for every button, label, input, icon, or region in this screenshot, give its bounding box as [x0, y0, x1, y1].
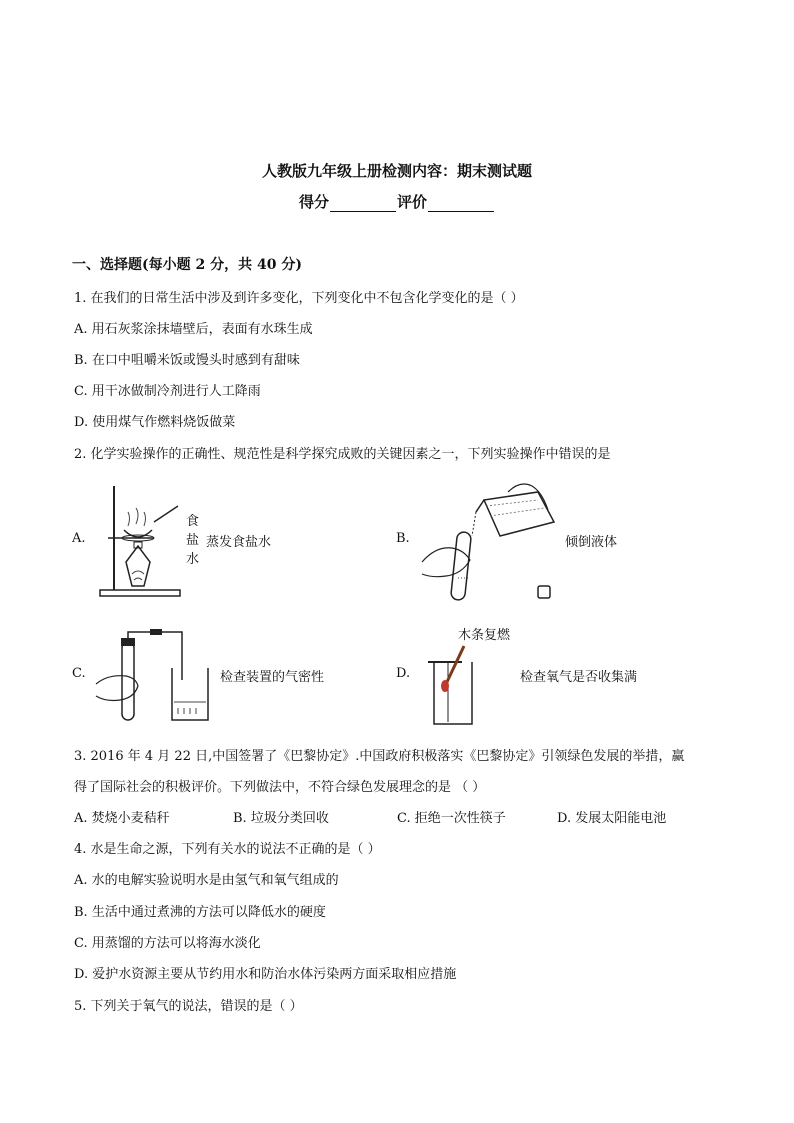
- page-title: 人教版九年级上册检测内容：期末测试题: [261, 162, 532, 180]
- q4-option-a: A. 水的电解实验说明水是由氢气和氧气组成的: [74, 873, 339, 888]
- salt-water-vertical-label: 食 盐 水: [186, 514, 200, 567]
- score-label: 得分: [298, 193, 329, 211]
- q5-stem: 5. 下列关于氧气的说法，错误的是（ ）: [74, 999, 303, 1014]
- q1-option-a: A. 用石灰浆涂抹墙壁后，表面有水珠生成: [74, 322, 313, 337]
- eval-label: 评价: [397, 193, 428, 211]
- q3-stem-line2: 得了国际社会的积极评价。下列做法中，不符合绿色发展理念的是 （ ）: [74, 780, 486, 795]
- oxygen-check-figure: [426, 642, 476, 726]
- score-blank: [330, 197, 396, 212]
- q3-stem-line1: 3. 2016 年 4 月 22 日,中国签署了《巴黎协定》.中国政府积极落实《巴黎协定》引领绿色发展的举措，赢: [74, 749, 685, 764]
- q4-stem: 4. 水是生命之源，下列有关水的说法不正确的是（ ）: [74, 842, 381, 857]
- section-title: 一、选择题(每小题 2 分，共 40 分): [72, 257, 302, 273]
- eval-blank: [428, 197, 494, 212]
- q2-stem: 2. 化学实验操作的正确性、规范性是科学探究成败的关键因素之一，下列实验操作中错误的是: [74, 447, 611, 462]
- score-line: [0, 191, 794, 212]
- pouring-liquid-figure: [420, 478, 560, 606]
- q3-option-b: B. 垃圾分类回收: [233, 811, 329, 826]
- q4-option-b: B. 生活中通过煮沸的方法可以降低水的硬度: [74, 905, 326, 920]
- q3-option-a: A. 焚烧小麦秸秆: [74, 811, 170, 826]
- q1-stem: 1. 在我们的日常生活中涉及到许多变化，下列变化中不包含化学变化的是（ ）: [74, 291, 524, 306]
- q2-d-letter: D.: [396, 666, 411, 681]
- q2-b-letter: B.: [396, 531, 410, 546]
- q2-c-caption: 检查装置的气密性: [220, 670, 325, 685]
- q1-option-c: C. 用干冰做制冷剂进行人工降雨: [74, 384, 261, 399]
- q2-d-top-label: 木条复燃: [458, 628, 511, 643]
- q1-option-b: B. 在口中咀嚼米饭或馒头时感到有甜味: [74, 353, 300, 368]
- q2-a-caption: 蒸发食盐水: [206, 535, 272, 550]
- q3-option-c: C. 拒绝一次性筷子: [397, 811, 506, 826]
- q4-option-c: C. 用蒸馏的方法可以将海水淡化: [74, 936, 261, 951]
- q2-a-letter: A.: [72, 531, 86, 546]
- evaporation-apparatus-figure: [98, 482, 184, 600]
- q1-option-d: D. 使用煤气作燃料烧饭做菜: [74, 415, 236, 430]
- airtightness-check-figure: [92, 628, 218, 722]
- q2-d-caption: 检查氧气是否收集满: [520, 670, 638, 685]
- q4-option-d: D. 爱护水资源主要从节约用水和防治水体污染两方面采取相应措施: [74, 967, 457, 982]
- q2-c-letter: C.: [72, 666, 86, 681]
- q3-option-d: D. 发展太阳能电池: [557, 811, 667, 826]
- q2-b-caption: 倾倒液体: [565, 535, 618, 550]
